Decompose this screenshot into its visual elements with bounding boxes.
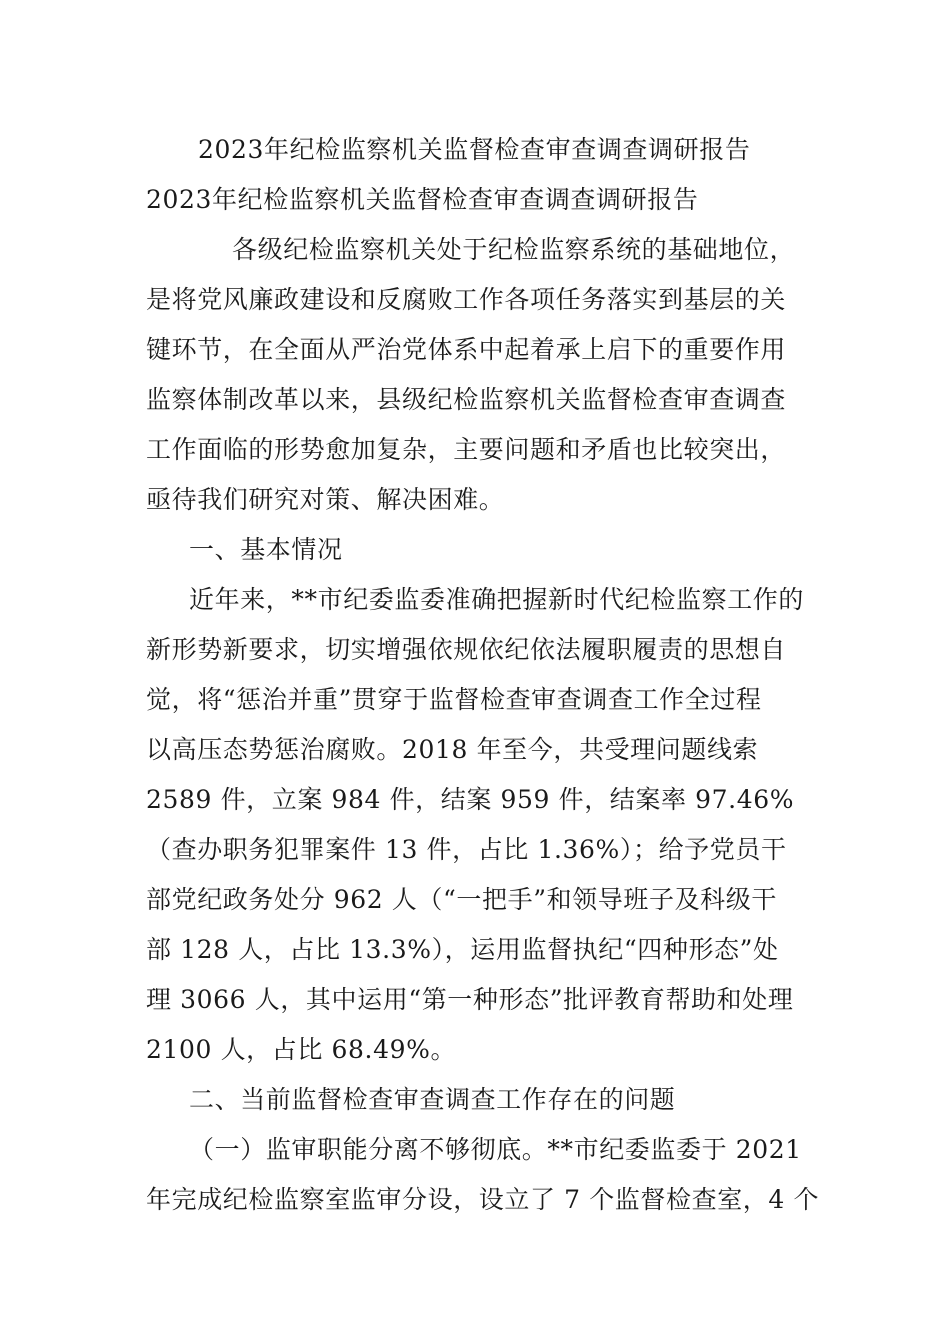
section2-line-2: 年完成纪检监察室监审分设，设立了 7 个监督检查室，4 个 [146,1185,820,1214]
section1-heading: 一、基本情况 [189,535,343,564]
section2-heading: 二、当前监督检查审查调查工作存在的问题 [189,1085,676,1114]
section1-line-5: 2589 件，立案 984 件，结案 959 件，结案率 97.46% [146,785,795,814]
intro-line-2: 是将党风廉政建设和反腐败工作各项任务落实到基层的关 [146,285,787,314]
intro-line-1: 各级纪检监察机关处于纪检监察系统的基础地位， [232,235,796,264]
section2-line-1: （一）监审职能分离不够彻底。**市纪委监委于 2021 [189,1135,802,1164]
intro-line-3: 键环节，在全面从严治党体系中起着承上启下的重要作用 [146,335,787,364]
intro-line-5: 工作面临的形势愈加复杂，主要问题和矛盾也比较突出， [146,435,787,464]
section1-line-8: 部 128 人，占比 13.3%），运用监督执纪“四种形态”处 [146,935,779,964]
document-title: 2023年纪检监察机关监督检查审查调查调研报告 [198,135,751,164]
section1-line-2: 新形势新要求，切实增强依规依纪依法履职履责的思想自 [146,635,787,664]
section1-line-6: （查办职务犯罪案件 13 件，占比 1.36%）；给予党员干 [146,835,787,864]
section1-line-1: 近年来，**市纪委监委准确把握新时代纪检监察工作的 [189,585,805,614]
section1-line-10: 2100 人，占比 68.49%。 [146,1035,457,1064]
section1-line-3: 觉，将“惩治并重”贯穿于监督检查审查调查工作全过程 [146,685,762,714]
document-title-repeat: 2023年纪检监察机关监督检查审查调查调研报告 [146,185,699,214]
section1-line-9: 理 3066 人，其中运用“第一种形态”批评教育帮助和处理 [146,985,794,1014]
section1-line-4: 以高压态势惩治腐败。2018 年至今，共受理问题线索 [146,735,759,764]
section1-line-7: 部党纪政务处分 962 人（“一把手”和领导班子及科级干 [146,885,777,914]
intro-line-6: 亟待我们研究对策、解决困难。 [146,485,505,514]
intro-line-4: 监察体制改革以来，县级纪检监察机关监督检查审查调查 [146,385,787,414]
